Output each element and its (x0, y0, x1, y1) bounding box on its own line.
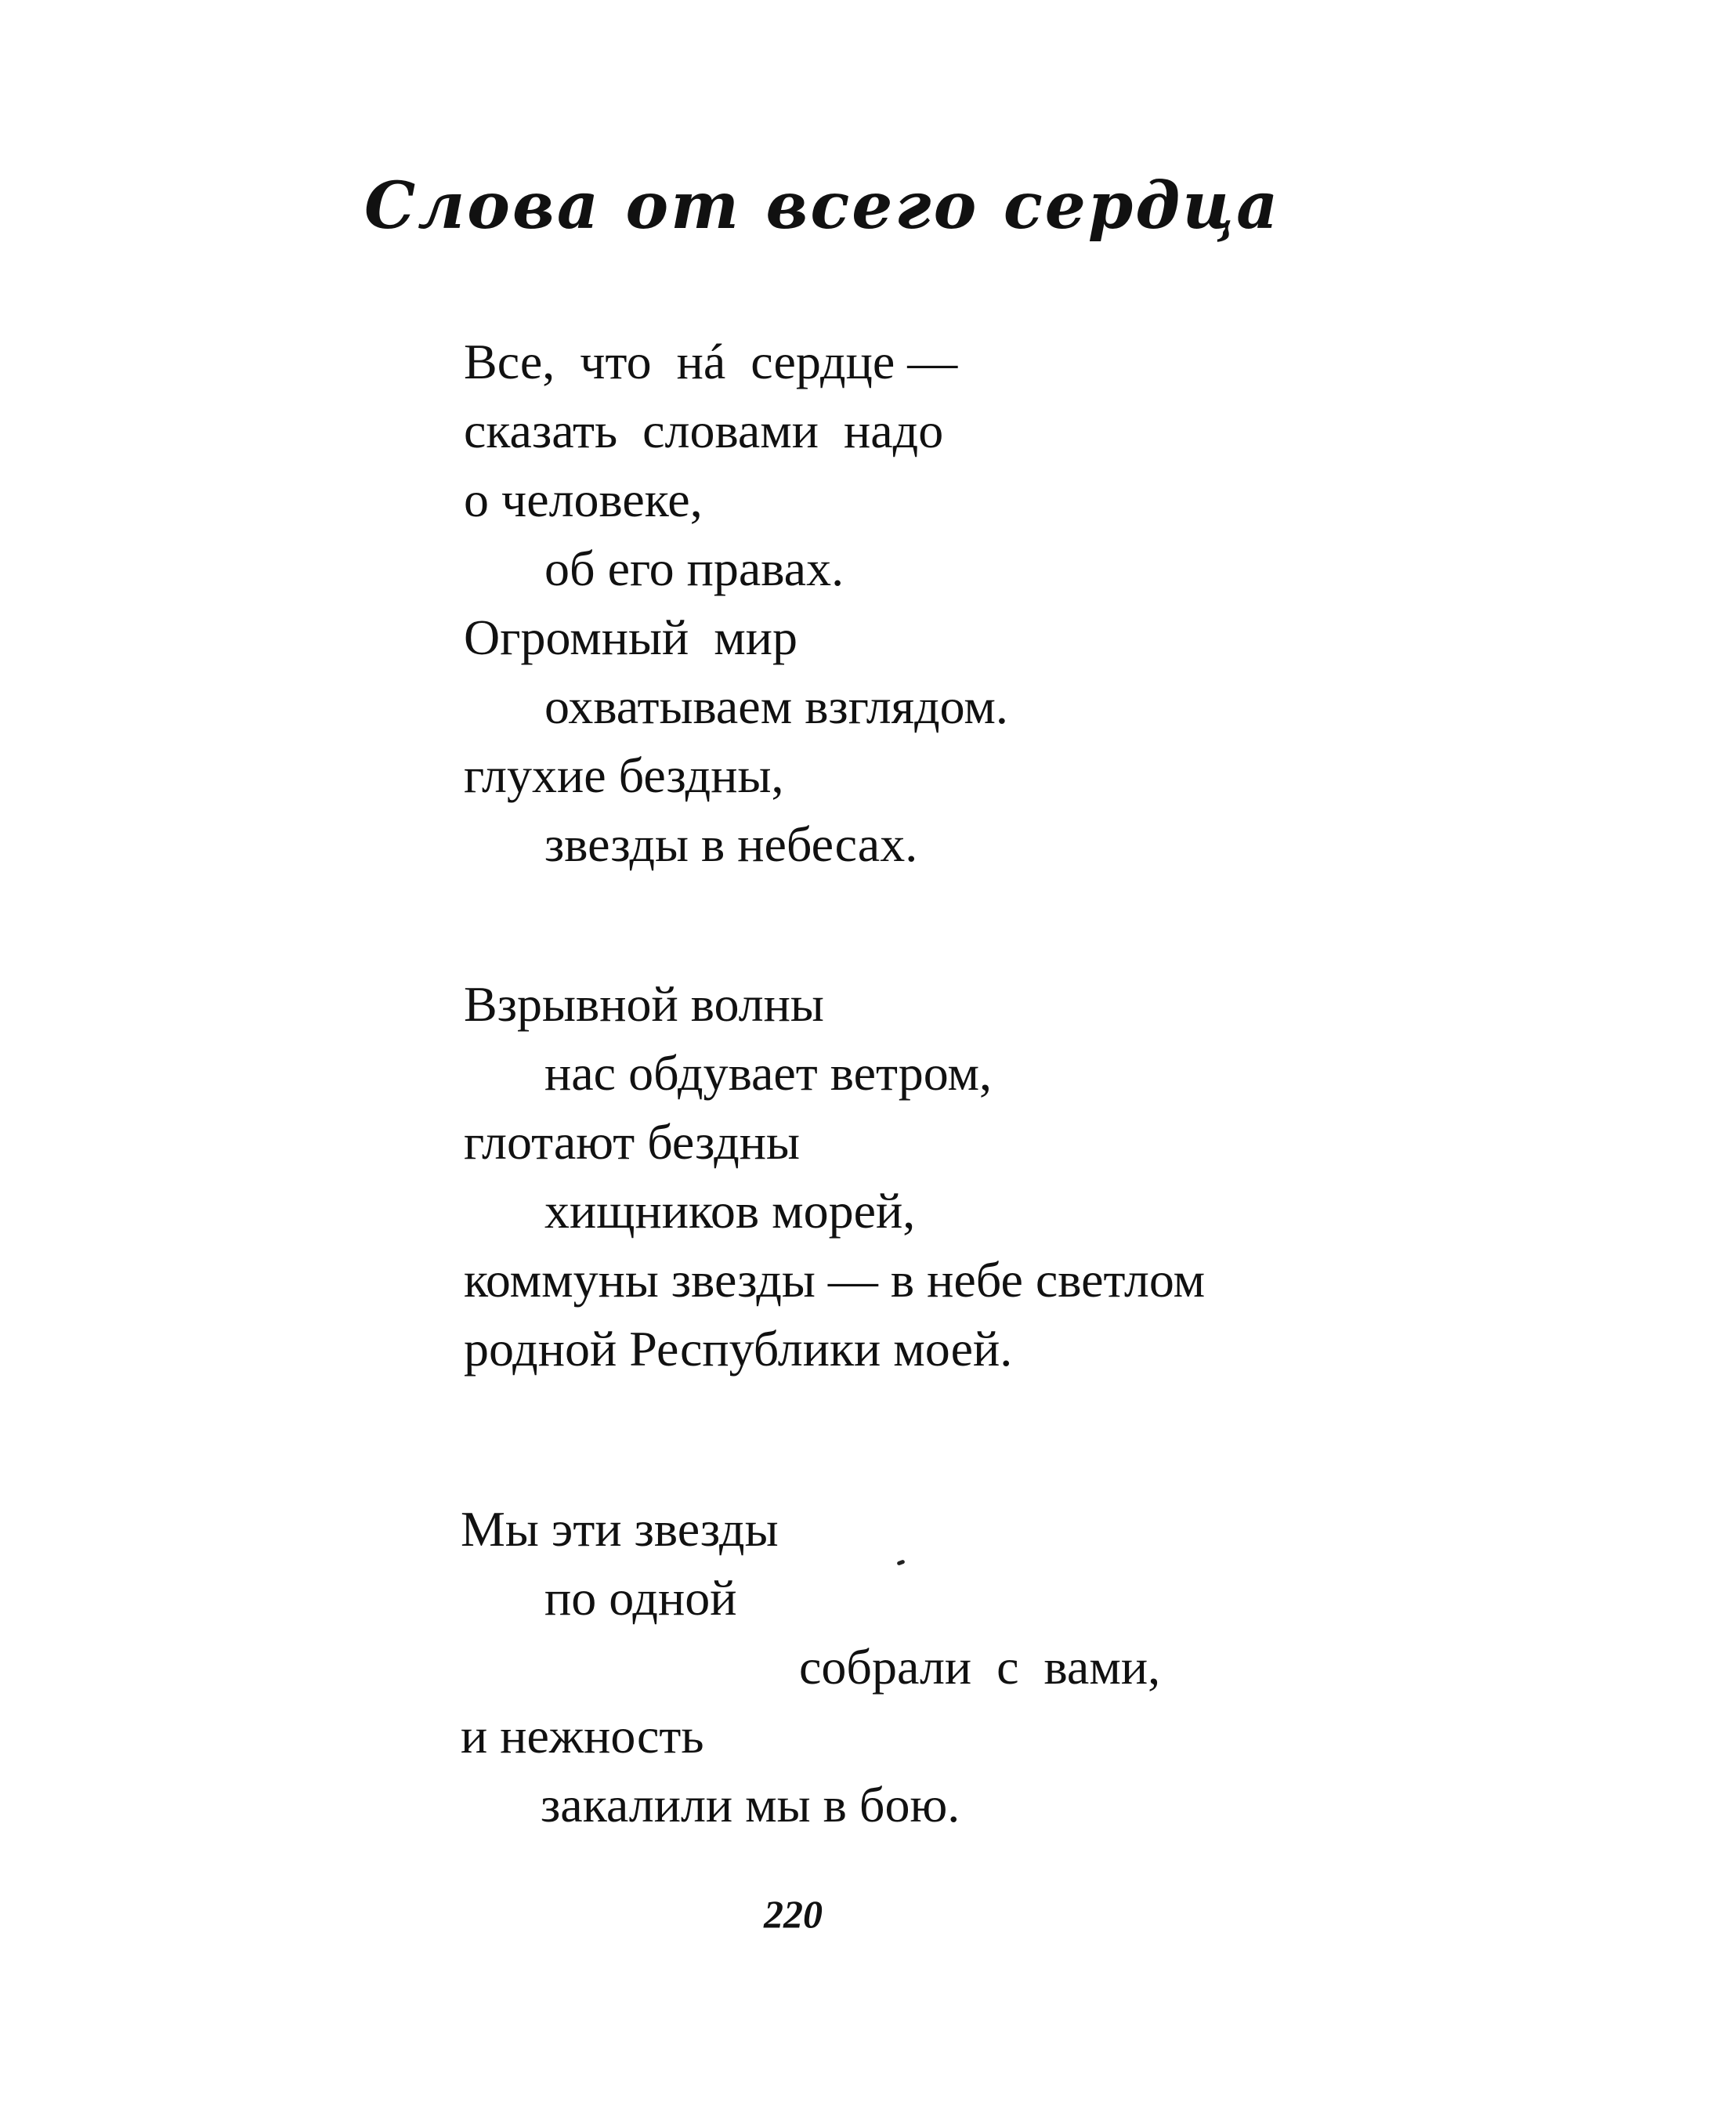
poem-line: родной Республики моей. (464, 1321, 1013, 1377)
poem-line: Взрывной волны (464, 976, 824, 1032)
poem-line: Огромный мир (464, 610, 797, 665)
poem-line: по одной (544, 1570, 737, 1626)
poem-line: сказать словами надо (464, 403, 944, 458)
poem-line: нас обдувает ветром, (544, 1045, 993, 1101)
poem-line: собрали с вами, (799, 1639, 1161, 1695)
poem-line: глухие бездны, (464, 747, 784, 803)
poem-line: Мы эти звезды (461, 1501, 779, 1557)
poem-line: охватываем взглядом. (544, 678, 1008, 734)
ink-speck (896, 1559, 905, 1565)
poem-line: хищников морей, (544, 1183, 916, 1239)
poem-line: о человеке, (464, 472, 703, 527)
poem-line: глотают бездны (464, 1114, 801, 1170)
poem-line: Все, что нá сердце — (464, 334, 958, 389)
poem-line: звезды в небесах. (544, 816, 918, 872)
poem-line: коммуны звезды — в небе светлом (464, 1252, 1206, 1308)
page-number: 220 (764, 1892, 823, 1936)
poem-line: об его правах. (544, 541, 844, 596)
poem-line: и нежность (461, 1708, 704, 1764)
poem-title: Слова от всего сердца (364, 168, 1281, 244)
poem-line: закалили мы в бою. (541, 1777, 960, 1832)
